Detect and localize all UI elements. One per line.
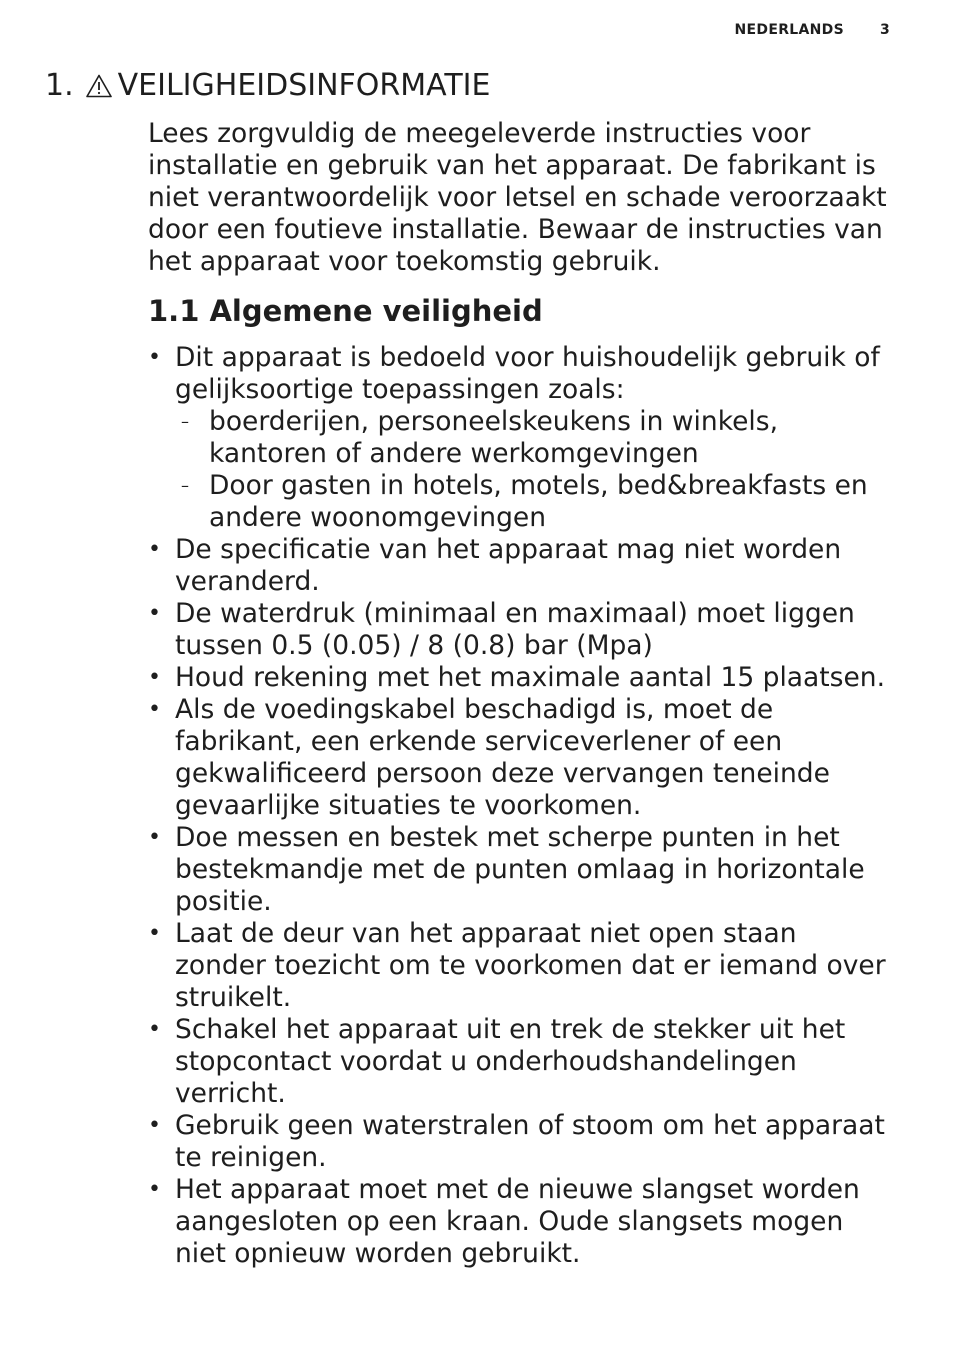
list-item <box>148 342 893 534</box>
list-item <box>148 918 893 1014</box>
sub-list-item <box>175 406 893 470</box>
sub-list-item-text: Door gasten in hotels, motels, bed&breakfasts en andere woonomgevingen <box>209 470 868 533</box>
sub-list-item-text: boerderijen, personeelskeukens in winkels, kantoren of andere werkomgevingen <box>209 406 779 469</box>
page-header <box>735 22 890 38</box>
bullet-icon: • <box>148 601 161 626</box>
list-item <box>148 822 893 918</box>
page-number: 3 <box>879 22 890 38</box>
section-number: 1. <box>45 68 74 103</box>
list-item-text: Houd rekening met het maximale aantal 15 plaatsen. <box>175 662 886 693</box>
sub-list <box>175 406 893 534</box>
list-item <box>148 1014 893 1110</box>
list-item <box>148 694 893 822</box>
list-item-text: Doe messen en bestek met scherpe punten in het bestekmandje met de punten omlaag in horizontale positie. <box>175 822 865 917</box>
bullet-icon: • <box>148 665 161 690</box>
list-item-text: Schakel het apparaat uit en trek de stekker uit het stopcontact voordat u onderhoudshandelingen verricht. <box>175 1014 846 1109</box>
bullet-icon: • <box>148 1177 161 1202</box>
list-item-text: Het apparaat moet met de nieuwe slangset worden aangesloten op een kraan. Oude slangsets mogen niet opnieuw worden gebruikt. <box>175 1174 860 1269</box>
section-heading <box>45 68 490 103</box>
section-title: VEILIGHEIDSINFORMATIE <box>117 68 491 103</box>
list-item-text: Als de voedingskabel beschadigd is, moet de fabrikant, een erkende serviceverlener of een gekwalificeerd persoon deze vervangen teneinde gevaarlijke situaties te voorkomen. <box>175 694 830 821</box>
list-item <box>148 598 893 662</box>
list-item <box>148 1174 893 1270</box>
list-item-text: Dit apparaat is bedoeld voor huishoudelijk gebruik of gelijksoortige toepassingen zoals: <box>175 342 880 405</box>
bullet-icon: • <box>148 1113 161 1138</box>
intro-paragraph: Lees zorgvuldig de meegeleverde instructies voor installatie en gebruik van het apparaat. De fabrikant is niet verantwoordelijk voor letsel en schade veroorzaakt door een foutieve installatie. Bewaar de instructies van het apparaat voor toekomstig gebruik. <box>148 118 887 277</box>
list-item-text: De specificatie van het apparaat mag niet worden veranderd. <box>175 534 842 597</box>
list-item <box>148 662 893 694</box>
subsection-title: 1.1 Algemene veiligheid <box>148 294 543 328</box>
bullet-icon: • <box>148 537 161 562</box>
dash-icon: – <box>181 412 189 431</box>
list-item-text: De waterdruk (minimaal en maximaal) moet liggen tussen 0.5 (0.05) / 8 (0.8) bar (Mpa) <box>175 598 855 661</box>
safety-list <box>148 342 893 1270</box>
list-item <box>148 534 893 598</box>
bullet-icon: • <box>148 697 161 722</box>
list-item <box>148 1110 893 1174</box>
bullet-icon: • <box>148 1017 161 1042</box>
list-item-text: Laat de deur van het apparaat niet open staan zonder toezicht om te voorkomen dat er iemand over struikelt. <box>175 918 886 1013</box>
bullet-icon: • <box>148 345 161 370</box>
sub-list-item <box>175 470 893 534</box>
list-item-text: Gebruik geen waterstralen of stoom om het apparaat te reinigen. <box>175 1110 885 1173</box>
bullet-icon: • <box>148 921 161 946</box>
dash-icon: – <box>181 476 189 495</box>
bullet-icon: • <box>148 825 161 850</box>
warning-triangle-icon <box>86 74 112 98</box>
header-language: NEDERLANDS <box>734 22 844 38</box>
